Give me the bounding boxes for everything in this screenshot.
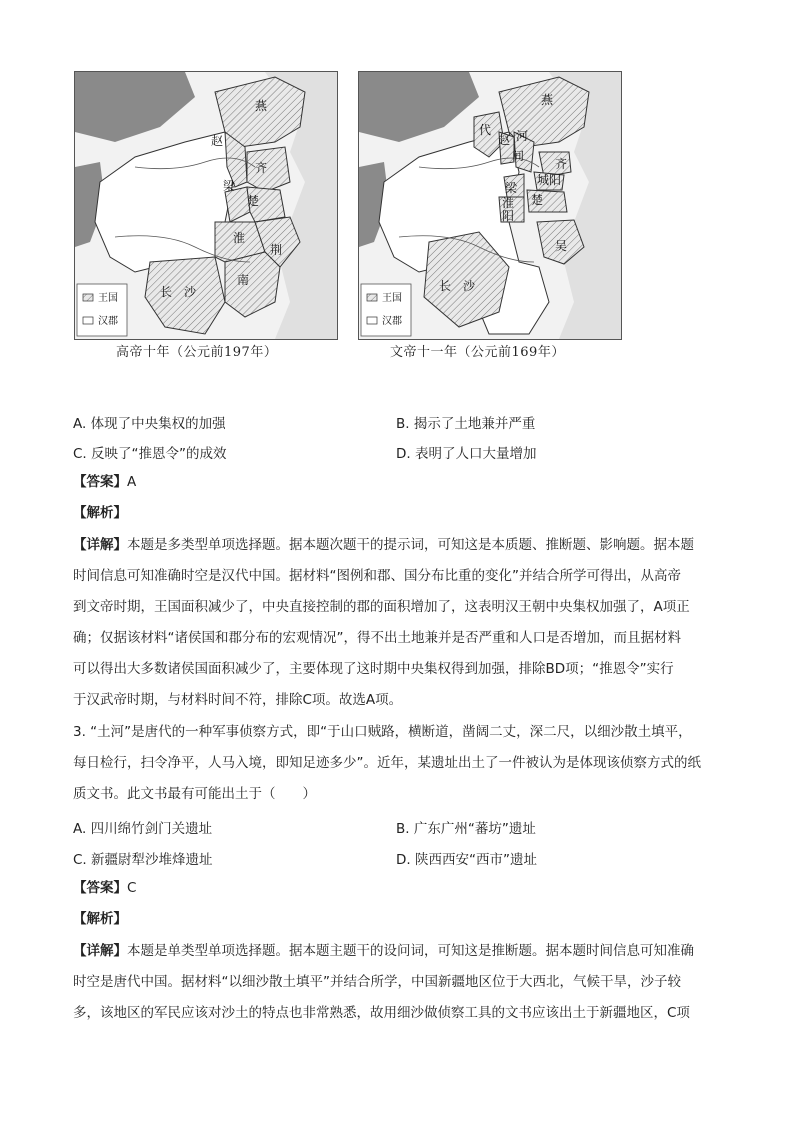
q2-option-a[interactable]: A. 体现了中央集权的加强: [73, 416, 226, 432]
legend-commandery: 汉郡: [382, 316, 402, 327]
map-gaodi: [74, 71, 338, 340]
label-zhao: 赵: [211, 134, 224, 148]
label-qi: 齐: [255, 161, 268, 175]
q2-answer-value: A: [127, 474, 137, 490]
label-liang: 梁: [505, 181, 518, 195]
label-nan: 南: [237, 273, 250, 287]
q2-option-c[interactable]: C. 反映了“推恩令”的成效: [73, 446, 227, 462]
label-huai: 淮: [502, 196, 515, 210]
q3-stem-line2: 每日检行，扫令净平，人马入境，即知足迹多少”。近年，某遗址出土了一件被认为是体现该侦察方式的纸: [73, 755, 701, 771]
q2-answer: [73, 473, 136, 491]
map-gaodi-caption: 高帝十年（公元前197年）: [116, 345, 278, 360]
label-wu: 吴: [555, 239, 568, 253]
q3-stem-line3: 质文书。此文书最有可能出土于（ ）: [73, 786, 316, 802]
q3-answer: [73, 879, 136, 897]
map-wendi-caption: 文帝十一年（公元前169年）: [390, 345, 565, 360]
legend-kingdom-swatch: [367, 294, 377, 301]
label-yan: 燕: [541, 93, 554, 107]
legend-kingdom: 王国: [98, 293, 118, 304]
q3-detail-text1: 本题是单类型单项选择题。据本题主题干的设问词，可知这是推断题。据本题时间信息可知准确: [127, 943, 694, 959]
legend-commandery-swatch: [367, 317, 377, 324]
label-zhao: 赵: [498, 133, 511, 147]
han-commandery-central: [95, 132, 235, 272]
q3-option-d[interactable]: D. 陕西西安“西市”遗址: [396, 852, 537, 868]
label-jing: 荆: [270, 243, 283, 257]
q2-detail-line6: 于汉武帝时期，与材料时间不符，排除C项。故选A项。: [73, 692, 403, 708]
q2-detail-line5: 可以得出大多数诸侯国面积减少了，主要体现了这时期中央集权得到加强，排除BD项；“推恩令”实行: [73, 661, 674, 677]
legend: [77, 284, 127, 336]
label-liang: 梁: [223, 179, 236, 193]
label-changsha: 长 沙: [439, 279, 476, 293]
label-chengyang: 城阳: [537, 173, 562, 187]
map-gaodi-svg: [75, 72, 337, 339]
kingdom-nan: [225, 252, 280, 317]
q3-detail-line2: 时空是唐代中国。据材料“以细沙散土填平”并结合所学，中国新疆地区位于大西北，气候干旱，沙子较: [73, 974, 681, 990]
q3-answer-value: C: [127, 880, 137, 896]
legend-kingdom: 王国: [382, 293, 402, 304]
foreign-north: [75, 72, 195, 142]
q2-detail-line2: 时间信息可知准确时空是汉代中国。据材料“图例和郡、国分布比重的变化”并结合所学可得出，从高帝: [73, 568, 681, 584]
label-qi: 齐: [555, 157, 568, 171]
q3-answer-label: 【答案】: [73, 880, 127, 896]
q2-detail-label: 【详解】: [73, 537, 127, 553]
label-yang: 阳: [502, 209, 515, 223]
map-wendi: [358, 71, 622, 340]
q3-stem-line1: 3. “土河”是唐代的一种军事侦察方式，即“于山口贼路，横断道，凿阔二丈，深二尺，以细沙散土填平，: [73, 724, 692, 740]
map-wendi-svg: [359, 72, 621, 339]
q2-option-b[interactable]: B. 揭示了土地兼并严重: [396, 416, 536, 432]
q2-detail-text1: 本题是多类型单项选择题。据本题次题干的提示词，可知这是本质题、推断题、影响题。据本题: [127, 537, 694, 553]
label-huai: 淮: [233, 231, 246, 245]
label-changsha: 长 沙: [160, 285, 197, 299]
label-he: 河: [516, 129, 529, 143]
label-yan: 燕: [255, 99, 268, 113]
label-chu: 楚: [531, 193, 544, 207]
q3-option-a[interactable]: A. 四川绵竹剑门关遗址: [73, 821, 213, 837]
q2-analysis-label: 【解析】: [73, 505, 127, 521]
q3-detail-line3: 多，该地区的军民应该对沙土的特点也非常熟悉，故用细沙做侦察工具的文书应该出土于新疆地区，C项: [73, 1005, 690, 1021]
q2-detail-line1: [73, 536, 694, 554]
q3-detail-line1: [73, 942, 694, 960]
label-jian: 间: [512, 149, 525, 163]
map-figure: [74, 71, 619, 371]
q2-detail-line3: 到文帝时期，王国面积减少了，中央直接控制的郡的面积增加了，这表明汉王朝中央集权加强了，A项正: [73, 599, 690, 615]
q2-detail-line4: 确；仅据该材料“诸侯国和郡分布的宏观情况”，得不出土地兼并是否严重和人口是否增加，而且据材料: [73, 630, 681, 646]
legend-commandery: 汉郡: [98, 316, 118, 327]
q2-answer-label: 【答案】: [73, 474, 127, 490]
legend: [361, 284, 411, 336]
legend-commandery-swatch: [83, 317, 93, 324]
q2-option-d[interactable]: D. 表明了人口大量增加: [396, 446, 537, 462]
label-chu: 楚: [247, 194, 260, 208]
foreign-north: [359, 72, 479, 142]
q3-option-b[interactable]: B. 广东广州“蕃坊”遗址: [396, 821, 536, 837]
q3-detail-label: 【详解】: [73, 943, 127, 959]
label-dai: 代: [479, 123, 492, 137]
kingdom-qi: [247, 147, 290, 192]
q3-option-c[interactable]: C. 新疆尉犁沙堆烽遗址: [73, 852, 213, 868]
legend-kingdom-swatch: [83, 294, 93, 301]
q3-analysis-label: 【解析】: [73, 911, 127, 927]
